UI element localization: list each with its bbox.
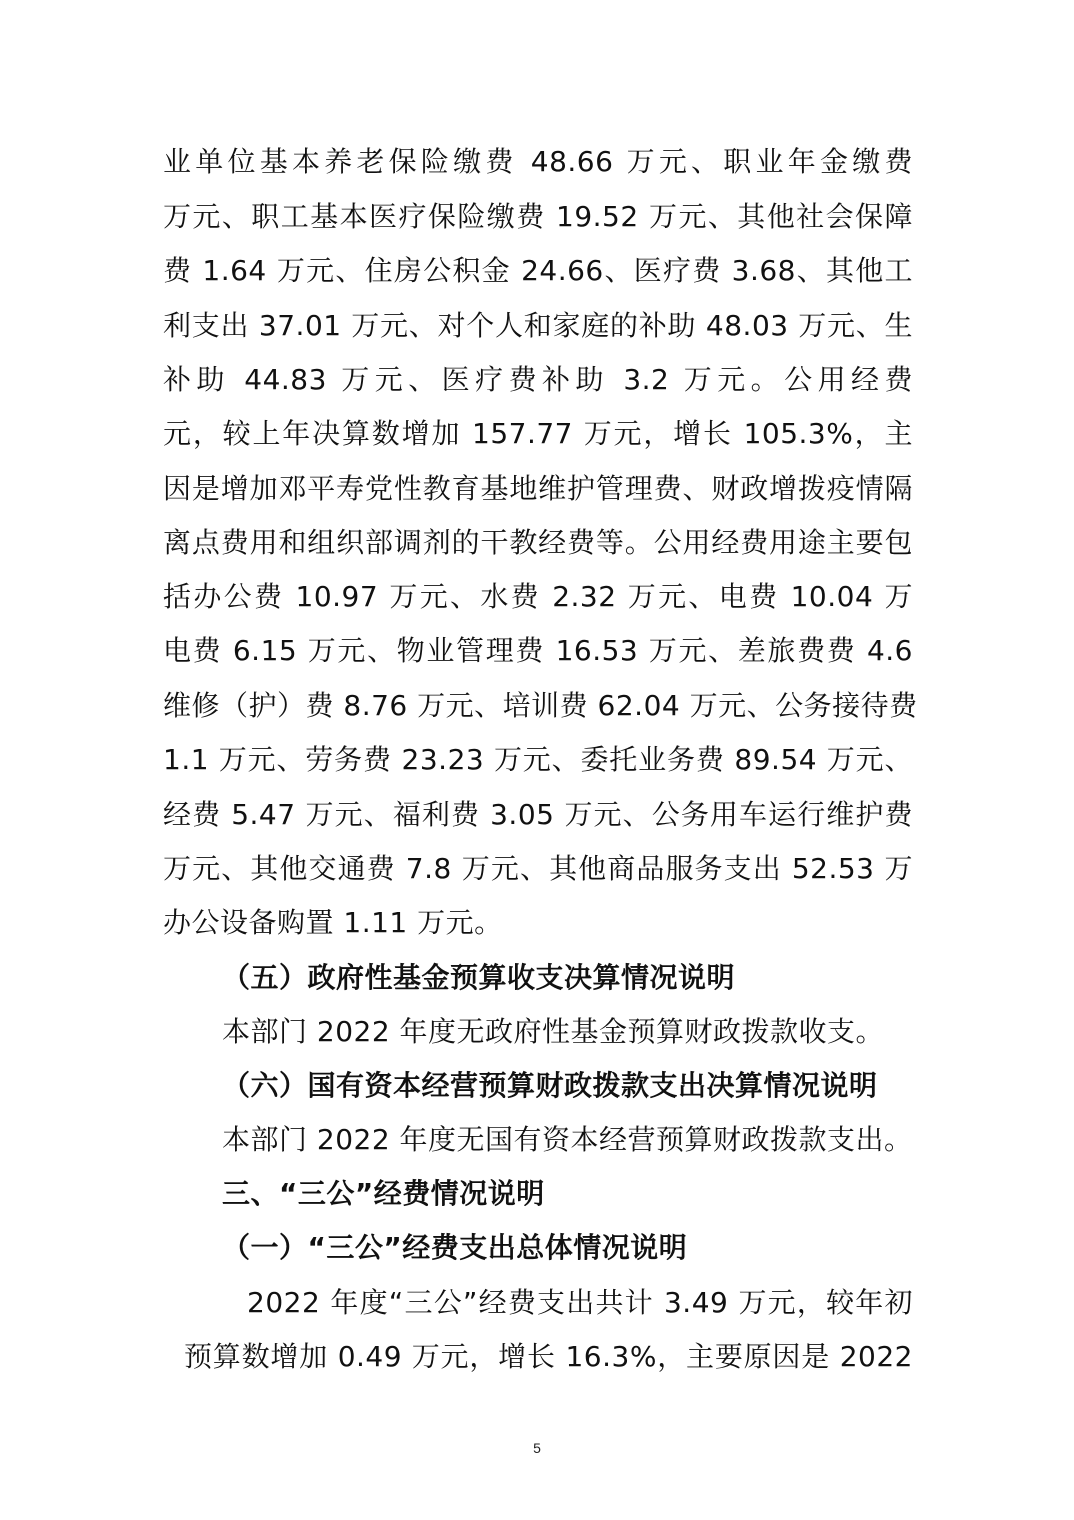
body-line-4: 利支出 37.01 万元、对个人和家庭的补助 48.03 万元、生 <box>163 309 913 342</box>
body-line-2: 万元、职工基本医疗保险缴费 19.52 万元、其他社会保障 <box>163 200 913 233</box>
body-line-1: 业单位基本养老保险缴费 48.66 万元、职业年金缴费 <box>163 145 913 178</box>
body-line-8: 离点费用和组织部调剂的干教经费等。公用经费用途主要包 <box>163 526 913 559</box>
body-line-12: 1.1 万元、劳务费 23.23 万元、委托业务费 89.54 万元、 <box>163 743 913 776</box>
body-line-15: 办公设备购置 1.11 万元。 <box>163 906 503 939</box>
body-line-10: 电费 6.15 万元、物业管理费 16.53 万元、差旅费费 4.6 <box>163 634 913 667</box>
page-number: 5 <box>533 1440 541 1456</box>
section-5-text: 本部门 2022 年度无政府性基金预算财政拨款收支。 <box>222 1015 885 1048</box>
body-line-14: 万元、其他交通费 7.8 万元、其他商品服务支出 52.53 万 <box>163 852 913 885</box>
section-6-heading: （六）国有资本经营预算财政拨款支出决算情况说明 <box>222 1069 878 1102</box>
body-line-11: 维修（护）费 8.76 万元、培训费 62.04 万元、公务接待费 <box>163 689 918 722</box>
body-line-3: 费 1.64 万元、住房公积金 24.66、医疗费 3.68、其他工 <box>163 254 913 287</box>
subsection-1-heading: （一）“三公”经费支出总体情况说明 <box>222 1231 688 1264</box>
subsection-1-line-1: 2022 年度“三公”经费支出共计 3.49 万元，较年初 <box>247 1286 913 1319</box>
body-line-7: 因是增加邓平寿党性教育基地维护管理费、财政增拨疫情隔 <box>163 472 913 505</box>
body-line-6: 元，较上年决算数增加 157.77 万元，增长 105.3%，主 <box>163 417 913 450</box>
body-line-9: 括办公费 10.97 万元、水费 2.32 万元、电费 10.04 万 <box>163 580 913 613</box>
section-6-text: 本部门 2022 年度无国有资本经营预算财政拨款支出。 <box>222 1123 913 1156</box>
section-5-heading: （五）政府性基金预算收支决算情况说明 <box>222 961 736 994</box>
body-line-13: 经费 5.47 万元、福利费 3.05 万元、公务用车运行维护费 <box>163 798 913 831</box>
subsection-1-line-2: 预算数增加 0.49 万元，增长 16.3%，主要原因是 2022 <box>184 1340 913 1373</box>
body-line-5: 补助 44.83 万元、医疗费补助 3.2 万元。公用经费 <box>163 363 913 396</box>
section-three-heading: 三、“三公”经费情况说明 <box>222 1177 545 1210</box>
